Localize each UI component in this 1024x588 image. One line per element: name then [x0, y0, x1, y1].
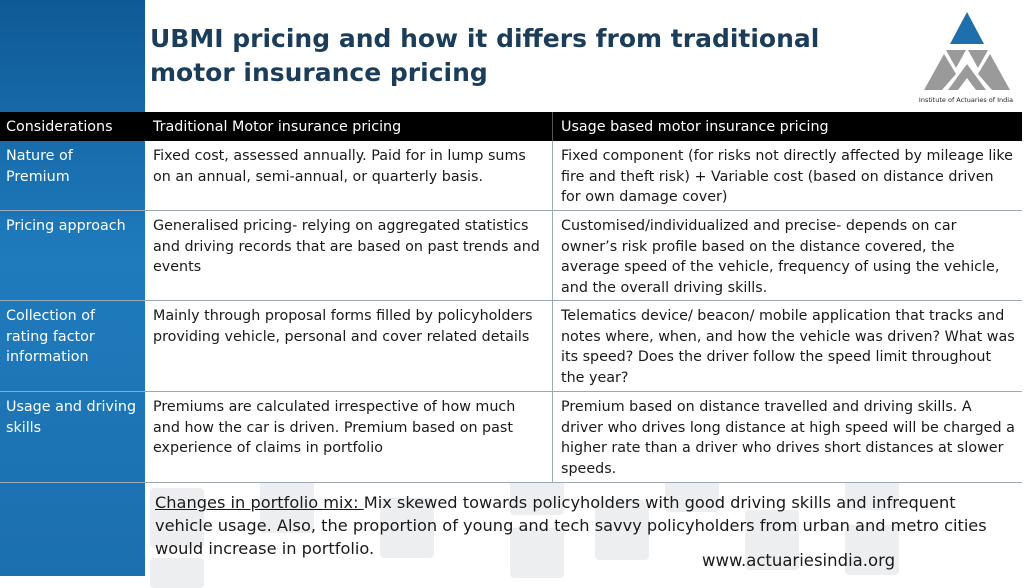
institute-logo-icon — [918, 8, 1016, 108]
note-text: Mix skewed towards policyholders with good driving skills and infrequent vehicle usage. Also, the proportion of young and tech savvy policyholders from urban and metro cities would increase in portfolio. — [155, 493, 987, 558]
portfolio-mix-note — [155, 491, 1010, 560]
page-title: UBMI pricing and how it differs from traditional motor insurance pricing — [150, 24, 820, 87]
note-heading: Changes in portfolio mix: — [155, 493, 364, 512]
table-row — [0, 211, 1022, 301]
header-usage-based: Usage based motor insurance pricing — [561, 119, 829, 135]
row-consideration: Collection of rating factor information — [6, 308, 96, 365]
row-usage-based: Customised/individualized and precise- depends on car owner’s risk profile based on the distance covered, the average speed of the vehicle, frequency of using the vehicle, and the overall driving skills. — [553, 211, 1022, 300]
table-row — [0, 141, 1022, 211]
row-traditional: Fixed cost, assessed annually. Paid for in lump sums on an annual, semi-annual, or quarterly basis. — [145, 141, 553, 210]
row-consideration: Pricing approach — [6, 218, 126, 234]
row-usage-based: Premium based on distance travelled and driving skills. A driver who drives long distance at high speed will be charged a higher rate than a driver who drives short distances at slower speeds. — [553, 392, 1022, 482]
row-usage-based: Fixed component (for risks not directly affected by mileage like fire and theft risk) + Variable cost (based on distance driven for own damage cover) — [553, 141, 1022, 210]
header-traditional: Traditional Motor insurance pricing — [145, 112, 553, 141]
table-header-row — [0, 112, 1022, 141]
row-consideration: Nature of Premium — [6, 148, 73, 185]
website-url: www.actuariesindia.org — [702, 551, 896, 570]
table-row — [0, 301, 1022, 392]
comparison-table — [0, 112, 1022, 483]
logo-caption: Institute of Actuaries of India — [918, 96, 1014, 104]
header-considerations: Considerations — [6, 119, 113, 135]
row-traditional: Mainly through proposal forms filled by policyholders providing vehicle, personal and cover related details — [145, 301, 553, 391]
table-row — [0, 392, 1022, 483]
row-traditional: Premiums are calculated irrespective of how much and how the car is driven. Premium based on past experience of claims in portfolio — [145, 392, 553, 482]
row-consideration: Usage and driving skills — [6, 399, 137, 436]
row-usage-based: Telematics device/ beacon/ mobile application that tracks and notes where, when, and how the vehicle was driven? What was its speed? Does the driver follow the speed limit throughout the year? — [553, 301, 1022, 391]
row-traditional: Generalised pricing- relying on aggregated statistics and driving records that are based on past trends and events — [145, 211, 553, 300]
